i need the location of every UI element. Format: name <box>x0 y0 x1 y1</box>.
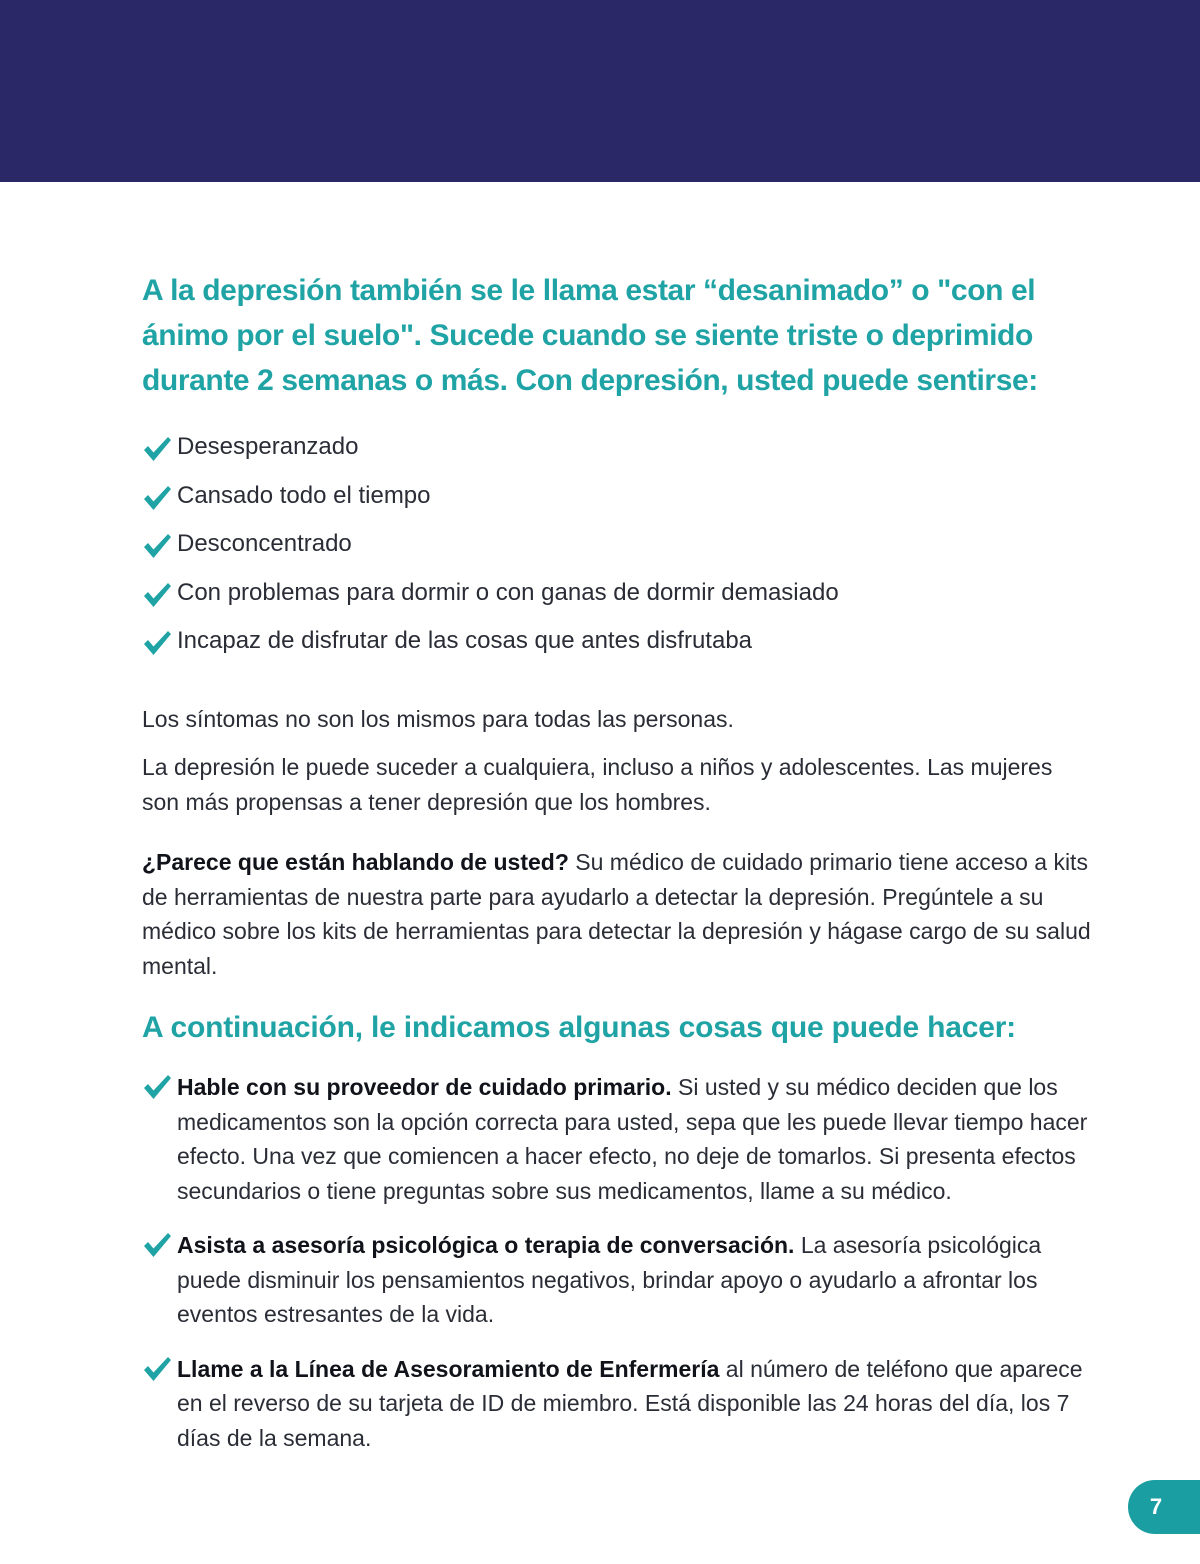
intro-heading: A la depresión también se le llama estar “desanimado” o "con el ánimo por el suelo". Sucede cuando se siente triste o deprimido durante 2 semanas o más. Con depresión, usted puede sentirse: <box>142 274 1038 397</box>
list-item <box>142 528 1092 577</box>
checkmark-icon <box>142 629 172 657</box>
page-content <box>142 268 1092 1455</box>
checkmark-icon <box>142 1231 172 1259</box>
list-item <box>142 1352 1092 1456</box>
list-item <box>142 1070 1092 1208</box>
action-text: La asesoría psicológica puede disminuir los pensamientos negativos, brindar apoyo o ayudarlo a afrontar los eventos estresantes de la vida. <box>177 1232 1042 1327</box>
list-item <box>142 480 1092 529</box>
toolkit-paragraph <box>142 845 1092 983</box>
action-list <box>142 1070 1092 1455</box>
checkmark-icon <box>142 581 172 609</box>
page-number-tab <box>1128 1480 1200 1534</box>
checkmark-icon <box>142 1073 172 1101</box>
symptom-text: Con problemas para dormir o con ganas de dormir demasiado <box>177 578 839 606</box>
symptom-text: Incapaz de disfrutar de las cosas que antes disfrutaba <box>177 627 753 654</box>
list-item <box>142 431 1092 480</box>
who-is-affected-paragraph: La depresión le puede suceder a cualquiera, incluso a niños y adolescentes. Las mujeres son más propensas a tener depresión que los hombres. <box>142 754 1053 815</box>
action-title: Llame a la Línea de Asesoramiento de Enfermería <box>177 1355 720 1382</box>
action-title: Asista a asesoría psicológica o terapia de conversación. <box>177 1232 795 1258</box>
list-item <box>142 625 1092 674</box>
checkmark-icon <box>142 435 172 463</box>
symptom-text: Cansado todo el tiempo <box>177 481 431 509</box>
page-number: 7 <box>1149 1494 1163 1519</box>
toolkit-text: Su médico de cuidado primario tiene acceso a kits de herramientas de nuestra parte para ayudarlo a detectar la depresión. Pregúntele a su médico sobre los kits de herramientas para detectar la depresión y hágase cargo de su salud mental. <box>142 849 1091 979</box>
checkmark-icon <box>142 484 172 512</box>
section-heading: A continuación, le indicamos algunas cosas que puede hacer: <box>142 1011 1016 1044</box>
header-band <box>0 0 1200 182</box>
list-item <box>142 577 1092 626</box>
symptom-list <box>142 431 1092 674</box>
action-text: Si usted y su médico deciden que los medicamentos son la opción correcta para usted, sepa que les puede llevar tiempo hacer efecto. Una vez que comiencen a hacer efecto, no deje de tomarlos. Si presenta efectos secundarios o tiene preguntas sobre sus medicamentos, llame a su médico. <box>177 1074 1088 1204</box>
toolkit-lead: ¿Parece que están hablando de usted? <box>142 849 569 875</box>
checkmark-icon <box>142 532 172 560</box>
list-item <box>142 1228 1092 1332</box>
action-title: Hable con su proveedor de cuidado primario. <box>177 1074 672 1100</box>
symptoms-vary-paragraph: Los síntomas no son los mismos para todas las personas. <box>142 705 734 732</box>
checkmark-icon <box>142 1355 172 1383</box>
symptom-text: Desesperanzado <box>177 433 359 460</box>
symptom-text: Desconcentrado <box>177 530 352 557</box>
action-text: al número de teléfono que aparece en el reverso de su tarjeta de ID de miembro. Está disponible las 24 horas del día, los 7 días de la semana. <box>177 1355 1083 1451</box>
